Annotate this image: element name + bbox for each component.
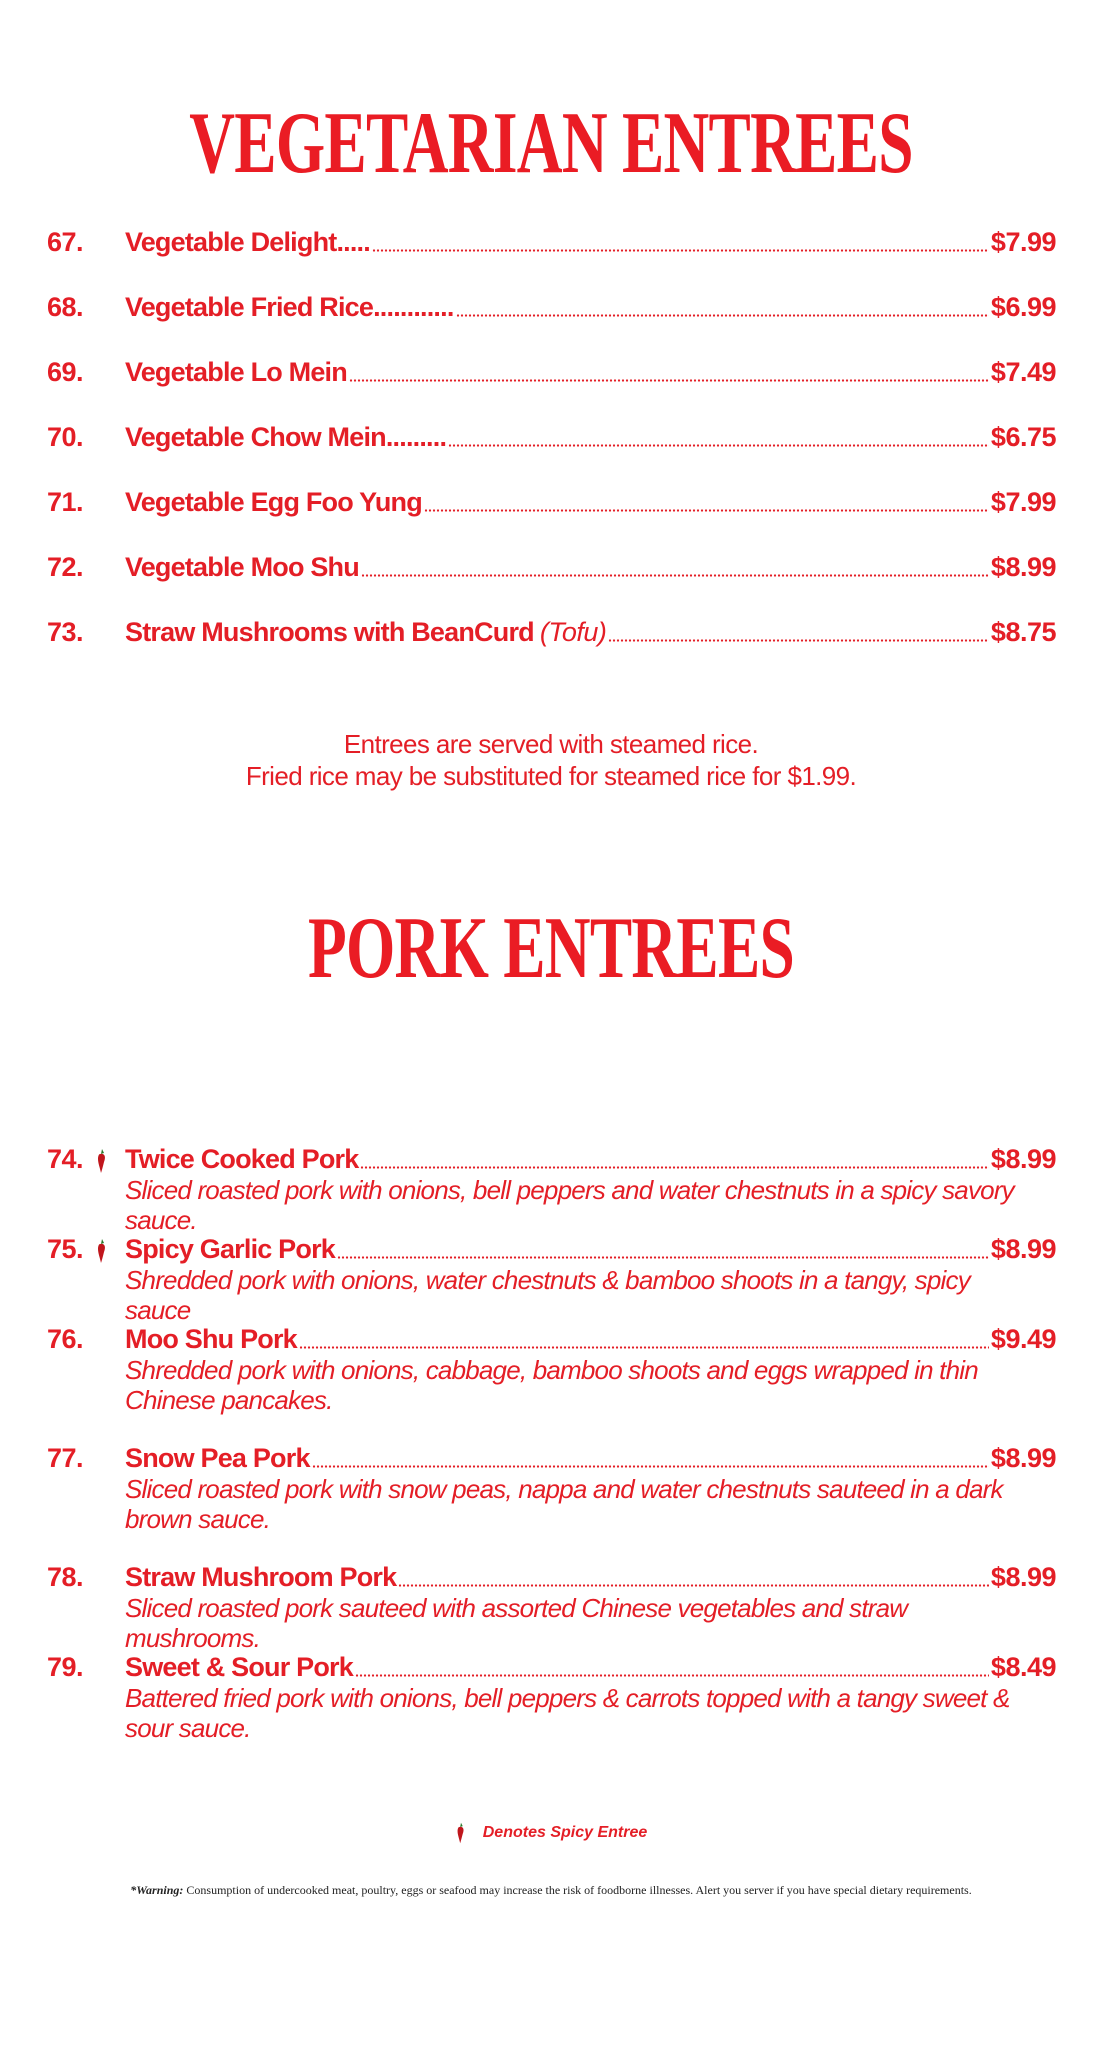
item-name: Vegetable Egg Foo Yung — [125, 487, 422, 517]
item-description: Shredded pork with onions, water chestnuts & bamboo shoots in a tangy, spicy sauce — [125, 1265, 970, 1325]
menu-item — [0, 612, 1102, 652]
warning-label: *Warning: — [130, 1883, 184, 1897]
item-number: 70. — [47, 422, 84, 452]
item-price: $8.99 — [990, 1562, 1056, 1592]
chili-pepper-icon — [95, 1148, 109, 1174]
dot-leader — [299, 1346, 989, 1349]
item-name: Vegetable Fried Rice............ — [125, 292, 454, 322]
menu-item — [0, 547, 1102, 587]
item-description: Shredded pork with onions, cabbage, bamboo shoots and eggs wrapped in thin Chinese pancakes. — [125, 1355, 978, 1415]
item-number: 71. — [47, 487, 84, 517]
menu-item — [0, 287, 1102, 327]
warning-text: Consumption of undercooked meat, poultry, eggs or seafood may increase the risk of foodborne illnesses. Alert you server if you have special dietary requirements. — [186, 1883, 972, 1897]
item-number: 67. — [47, 227, 84, 257]
item-price: $8.99 — [990, 1443, 1056, 1473]
dot-leader — [337, 1256, 989, 1259]
item-name: Sweet & Sour Pork — [125, 1652, 353, 1682]
item-name: Straw Mushroom Pork — [125, 1562, 397, 1592]
item-name: Twice Cooked Pork — [125, 1144, 359, 1174]
item-description: Sliced roasted pork with snow peas, nappa and water chestnuts sauteed in a dark brown sauce. — [125, 1474, 1003, 1534]
dot-leader — [448, 444, 989, 447]
item-name: Vegetable Delight..... — [125, 227, 370, 257]
item-price: $8.99 — [990, 1144, 1056, 1174]
item-name: Vegetable Moo Shu — [125, 552, 359, 582]
menu-item — [0, 352, 1102, 392]
item-number: 79. — [47, 1652, 84, 1682]
dot-leader — [608, 639, 989, 642]
item-price: $8.49 — [990, 1652, 1056, 1682]
food-safety-warning — [0, 1881, 1102, 1899]
menu-item — [0, 222, 1102, 262]
item-number: 76. — [47, 1324, 84, 1354]
item-price: $8.75 — [990, 617, 1056, 647]
item-name: Straw Mushrooms with BeanCurd — [125, 617, 534, 647]
item-description: Sliced roasted pork with onions, bell peppers and water chestnuts in a spicy savory sauce. — [125, 1175, 1014, 1235]
item-name: Snow Pea Pork — [125, 1443, 310, 1473]
item-description: Sliced roasted pork sauteed with assorted Chinese vegetables and straw mushrooms. — [125, 1593, 908, 1653]
item-price: $7.49 — [990, 357, 1056, 387]
menu-item — [0, 482, 1102, 522]
item-name: Vegetable Lo Mein — [125, 357, 347, 387]
item-number: 75. — [47, 1234, 84, 1264]
dot-leader — [361, 574, 989, 577]
dot-leader — [456, 314, 989, 317]
item-number: 68. — [47, 292, 84, 322]
item-name: Moo Shu Pork — [125, 1324, 297, 1354]
dot-leader — [372, 249, 989, 252]
item-number: 78. — [47, 1562, 84, 1592]
item-number: 77. — [47, 1443, 84, 1473]
item-name-note: (Tofu) — [539, 617, 607, 647]
item-price: $8.99 — [990, 1234, 1056, 1264]
item-name: Vegetable Chow Mein......... — [125, 422, 447, 452]
spicy-legend-text: Denotes Spicy Entree — [482, 1824, 648, 1841]
item-price: $7.99 — [990, 227, 1056, 257]
item-number: 72. — [47, 552, 84, 582]
dot-leader — [360, 1166, 988, 1169]
item-price: $8.99 — [990, 552, 1056, 582]
dot-leader — [349, 379, 989, 382]
pork-section-title: PORK ENTREES — [307, 900, 795, 997]
dot-leader — [424, 509, 989, 512]
rice-note-line: Fried rice may be substituted for steamed rice for $1.99. — [245, 761, 857, 791]
item-number: 73. — [47, 617, 84, 647]
item-price: $6.99 — [990, 292, 1056, 322]
chili-pepper-icon — [95, 1238, 109, 1264]
vegetarian-section-title: VEGETARIAN ENTREES — [189, 95, 913, 192]
dot-leader — [398, 1584, 989, 1587]
item-price: $7.99 — [990, 487, 1056, 517]
item-name: Spicy Garlic Pork — [125, 1234, 336, 1264]
menu-item — [0, 417, 1102, 457]
dot-leader — [312, 1465, 989, 1468]
item-number: 74. — [47, 1144, 84, 1174]
item-price: $6.75 — [990, 422, 1056, 452]
item-description: Battered fried pork with onions, bell peppers & carrots topped with a tangy sweet & sour sauce. — [125, 1683, 1010, 1743]
rice-note-line: Entrees are served with steamed rice. — [343, 729, 759, 759]
item-number: 69. — [47, 357, 84, 387]
dot-leader — [355, 1674, 989, 1677]
item-price: $9.49 — [990, 1324, 1056, 1354]
chili-pepper-icon — [455, 1820, 467, 1846]
rice-note — [0, 728, 1102, 792]
spicy-legend — [0, 1818, 1102, 1848]
